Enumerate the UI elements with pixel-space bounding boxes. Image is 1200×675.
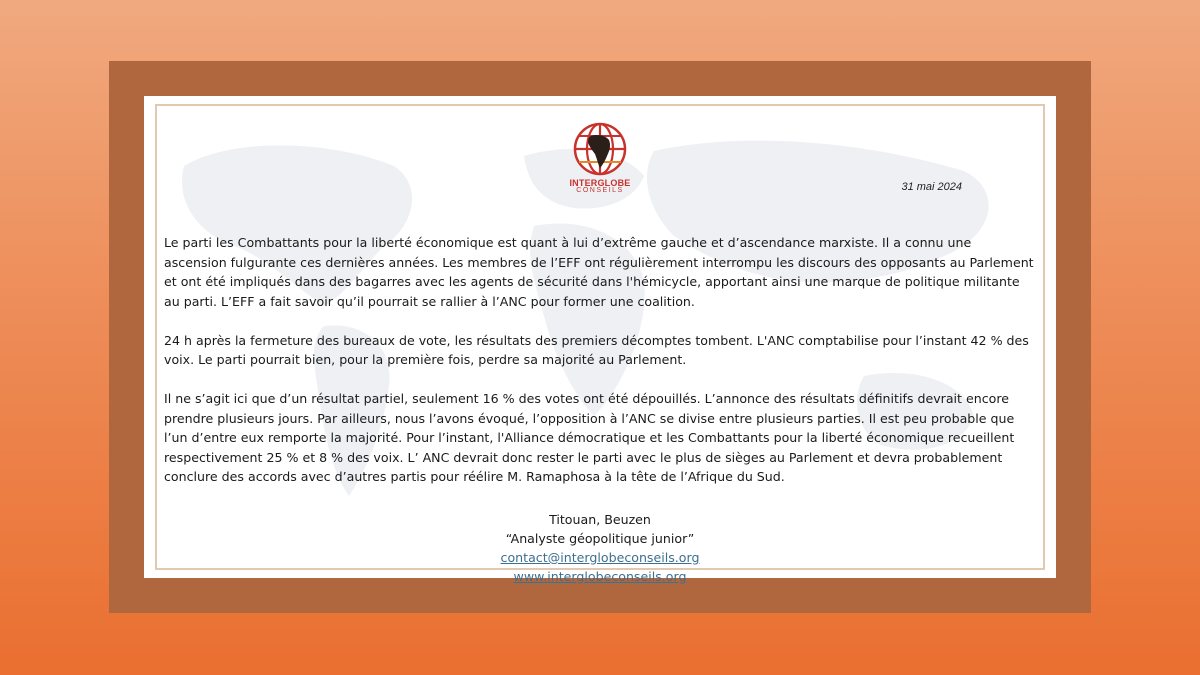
article-body: [164, 233, 1036, 506]
author-name: Titouan, Beuzen: [549, 512, 651, 527]
logo-subtitle: CONSEILS: [576, 187, 624, 194]
signature-block: [144, 510, 1056, 586]
author-role: “Analyste géopolitique junior”: [505, 531, 695, 546]
document-card: [144, 96, 1056, 584]
paragraph-partial: Il ne s’agit ici que d’un résultat partiel, seulement 16 % des votes ont été dépouillés. L’annonce des résultats définitifs devrait encore prendre plusieurs jours. Par ailleurs, nous l’avons évoqué, l’opposition à l’ANC se divise entre plusieurs parties. Il est peu probable que l’un d’entre eux remporte la majorité. Pour l’instant, l'Alliance démocratique et les Combattants pour la liberté économique recueillent respectivement 25 % et 8 % des voix. L’ ANC devrait donc rester le parti avec le plus de sièges au Parlement et devra probablement conclure des accords avec d’autres partis pour réélire M. Ramaphosa à la tête de l’Afrique du Sud.: [164, 391, 1015, 484]
website-link[interactable]: www.interglobeconseils.org: [513, 569, 687, 584]
paragraph-eff: Le parti les Combattants pour la liberté économique est quant à lui d’extrême gauche et d’ascendance marxiste. Il a connu une ascension fulgurante ces dernières années. Les membres de l’EFF ont régulièrement interrompu les discours des opposants au Parlement et ont été impliqués dans des bagarres avec les agents de sécurité dans l'hémicycle, apportant ainsi une marque de politique militante au parti. L’EFF a fait savoir qu’il pourrait se rallier à l’ANC pour former une coalition.: [164, 235, 1034, 309]
email-link[interactable]: contact@interglobeconseils.org: [500, 550, 700, 565]
logo-name: INTERGLOBE: [569, 178, 631, 188]
brown-frame: [109, 61, 1091, 613]
document-date: 31 mai 2024: [901, 181, 962, 193]
globe-africa-icon: [573, 122, 627, 176]
interglobe-logo: [564, 122, 636, 220]
paragraph-results: 24 h après la fermeture des bureaux de vote, les résultats des premiers décomptes tombent. L'ANC comptabilise pour l’instant 42 % des voix. Le parti pourrait bien, pour la première fois, perdre sa majorité au Parlement.: [164, 332, 1029, 367]
